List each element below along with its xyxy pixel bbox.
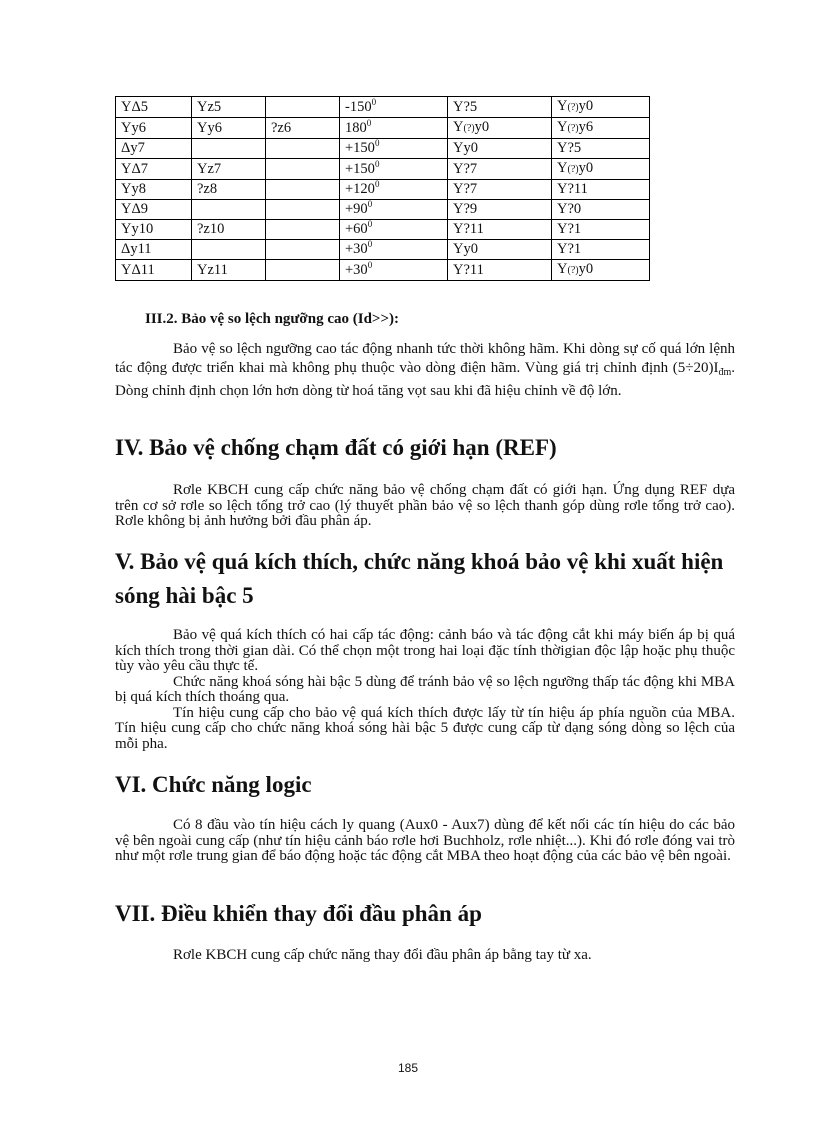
table-cell: Y?11 [448, 220, 552, 240]
table-cell: Yy0 [448, 240, 552, 260]
table-cell: YΔ11 [116, 260, 192, 281]
angle-value: +90 [345, 201, 368, 217]
table-cell [266, 260, 340, 281]
table-row [116, 97, 650, 118]
table-cell: Y?1 [552, 220, 650, 240]
table-cell: Y?1 [552, 240, 650, 260]
table-row [116, 139, 650, 159]
angle-value: +120 [345, 181, 375, 197]
table-cell [266, 97, 340, 118]
paragraph-iii-2-before: Bảo vệ so lệch ngưỡng cao tác động nhanh tức thời không hãm. Khi dòng sự cố quá lớn lệnh tác động được triển khai mà không phụ thuộc vào dòng điện hãm. Vùng giá trị chỉnh định (5÷20)I [115, 341, 735, 376]
heading-vi: VI. Chức năng logic [115, 772, 312, 797]
table-cell: Y(?)y6 [552, 118, 650, 139]
table-cell: Yy6 [116, 118, 192, 139]
table-cell: Yy8 [116, 180, 192, 200]
table-cell: Yy6 [192, 118, 266, 139]
vector-group-table-body [116, 97, 650, 281]
paragraph-vi-text: Có 8 đầu vào tín hiệu cách ly quang (Aux0 - Aux7) dùng để kết nối các tín hiệu do các bảo vệ bên ngoài cung cấp (như tín hiệu cảnh báo rơle hơi Buchholz, rơle nhiệt...). Khi đó rơle đóng vai trò như một rơle trung gian để báo động hoặc tác động cắt MBA theo hoạt động của các bảo vệ bên ngoài. [115, 817, 735, 864]
table-cell [266, 220, 340, 240]
heading-v: V. Bảo vệ quá kích thích, chức năng khoá bảo vệ khi xuất hiện sóng hài bậc 5 [115, 549, 724, 608]
table-cell [192, 139, 266, 159]
degree-superscript: 0 [367, 219, 373, 229]
angle-value: +150 [345, 160, 375, 177]
table-cell [340, 159, 448, 180]
angle-value: +150 [345, 140, 375, 156]
heading-vii: VII. Điều khiển thay đổi đầu phân áp [115, 901, 482, 926]
table-cell [340, 139, 448, 159]
degree-superscript: 0 [374, 138, 380, 148]
unknown-glyph: (?) [463, 123, 475, 134]
table-row [116, 200, 650, 220]
table-cell: Yy0 [448, 139, 552, 159]
table-cell: Y(?)y0 [552, 159, 650, 180]
table-cell: YΔ7 [116, 159, 192, 180]
table-row [116, 180, 650, 200]
table-cell: Δy11 [116, 240, 192, 260]
table-cell: Y?5 [448, 97, 552, 118]
table-cell: Yz7 [192, 159, 266, 180]
angle-value: -150 [345, 98, 372, 115]
heading-iii-2: III.2. Bảo vệ so lệch ngưỡng cao (Id>>): [145, 311, 399, 327]
table-cell [192, 200, 266, 220]
paragraph-iv-text: Rơle KBCH cung cấp chức năng bảo vệ chống chạm đất có giới hạn. Ứng dụng REF dựa trên cơ sở rơle so lệch tổng trở cao (lý thuyết phần bảo vệ so lệch thanh góp dùng rơle tổng trở cao). Rơle không bị ảnh hưởng bởi đầu phân áp. [115, 482, 735, 529]
table-cell [340, 118, 448, 139]
angle-value: +30 [345, 261, 368, 278]
table-cell: ?z10 [192, 220, 266, 240]
subscript-dm: đm [718, 367, 732, 378]
table-cell: YΔ9 [116, 200, 192, 220]
paragraph-vi [115, 818, 735, 865]
paragraph-iv [115, 483, 735, 530]
table-cell [266, 240, 340, 260]
table-cell: Y?7 [448, 180, 552, 200]
paragraph-vii [115, 946, 735, 965]
table-cell: Y?0 [552, 200, 650, 220]
unknown-glyph: (?) [567, 265, 579, 276]
table-row [116, 260, 650, 281]
table-row [116, 220, 650, 240]
table-cell: Y?7 [448, 159, 552, 180]
table-cell [340, 240, 448, 260]
table-cell: ?z6 [266, 118, 340, 139]
table-cell: Y?5 [552, 139, 650, 159]
table-cell: Δy7 [116, 139, 192, 159]
paragraph-v-1: Bảo vệ quá kích thích có hai cấp tác động: cảnh báo và tác động cắt khi máy biến áp bị quá kích thích trong thời gian dài. Có thể chọn một trong hai loại đặc tính thờigian độc lập hoặc phụ thuộc tùy vào yêu cầu thực tế. [115, 627, 735, 674]
page-number: 185 [397, 1061, 419, 1075]
paragraph-iii-2-after: . Dòng chỉnh định chọn lớn hơn dòng từ hoá tăng vọt sau khi đã hiệu chỉnh về độ lớn. [115, 360, 735, 399]
degree-superscript: 0 [374, 158, 380, 169]
table-cell [340, 97, 448, 118]
degree-superscript: 0 [374, 179, 380, 189]
table-row [116, 240, 650, 260]
table-cell [266, 200, 340, 220]
table-cell: Yy10 [116, 220, 192, 240]
table-cell [266, 159, 340, 180]
paragraph-v-block [115, 628, 735, 752]
unknown-glyph: (?) [567, 102, 579, 113]
table-cell [192, 240, 266, 260]
table-row [116, 118, 650, 139]
table-cell: Y(?)y0 [552, 260, 650, 281]
table-cell [266, 139, 340, 159]
heading-iv: IV. Bảo vệ chống chạm đất có giới hạn (REF) [115, 435, 557, 460]
table-cell [340, 200, 448, 220]
table-cell: Y(?)y0 [552, 97, 650, 118]
degree-superscript: 0 [367, 239, 373, 249]
table-cell: Y?9 [448, 200, 552, 220]
vector-group-table [115, 96, 650, 281]
table-row [116, 159, 650, 180]
angle-value: +60 [345, 221, 368, 237]
paragraph-v-3: Tín hiệu cung cấp cho bảo vệ quá kích thích được lấy từ tín hiệu áp phía nguồn của MBA. Tín hiệu cung cấp cho chức năng khoá sóng hài bậc 5 được cung cấp từ dạng sóng dòng so lệch của mỗi pha. [115, 704, 735, 752]
unknown-glyph: (?) [567, 123, 579, 134]
degree-superscript: 0 [367, 259, 373, 270]
table-cell: Y(?)y0 [448, 118, 552, 139]
table-cell: Yz11 [192, 260, 266, 281]
table-cell [340, 180, 448, 200]
table-cell [340, 260, 448, 281]
degree-superscript: 0 [371, 96, 377, 107]
table-cell: Yz5 [192, 97, 266, 118]
degree-superscript: 0 [366, 117, 372, 128]
paragraph-iii-2 [115, 340, 735, 401]
unknown-glyph: (?) [567, 164, 579, 175]
paragraph-vii-text: Rơle KBCH cung cấp chức năng thay đổi đầu phân áp bằng tay từ xa. [173, 947, 592, 963]
table-cell: YΔ5 [116, 97, 192, 118]
table-cell: ?z8 [192, 180, 266, 200]
angle-value: 180 [345, 119, 367, 136]
table-cell [266, 180, 340, 200]
angle-value: +30 [345, 241, 368, 257]
table-cell [340, 220, 448, 240]
degree-superscript: 0 [367, 199, 373, 209]
paragraph-v-2: Chức năng khoá sóng hài bậc 5 dùng để tránh bảo vệ so lệch ngưỡng thấp tác động khi MBA bị quá kích thích thoáng qua. [115, 673, 735, 705]
paragraph-iii-2-text [115, 340, 735, 401]
table-cell: Y?11 [448, 260, 552, 281]
table-cell: Y?11 [552, 180, 650, 200]
